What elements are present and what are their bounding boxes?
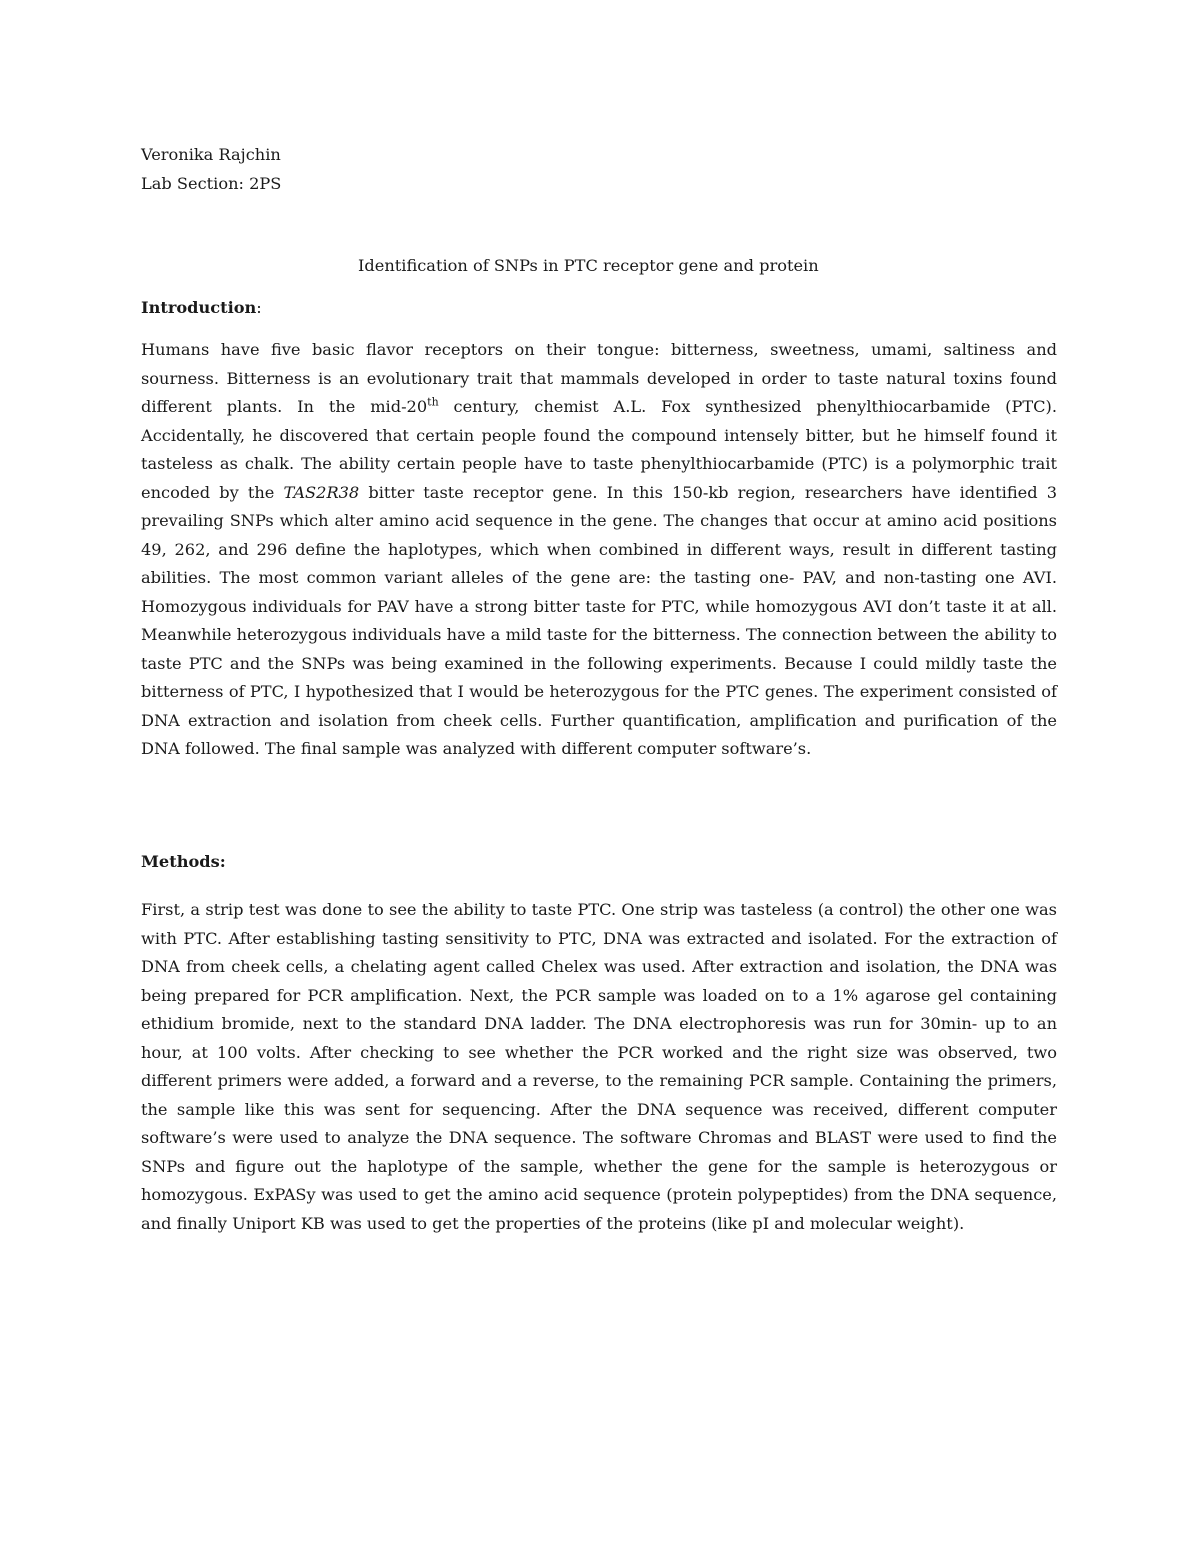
intro-text-part-1: Humans have five basic flavor receptors on their tongue: bitterness, sweetness, umami, saltiness and sourness. Bitterness is an evolutionary trait that mammals developed in order to taste natural toxins found different plants. In the mid-20 [141, 340, 1057, 416]
intro-text-part-2: century, chemist A.L. Fox synthesized phenylthiocarbamide (PTC). Accidentally, he discovered that certain people found the compound intensely bitter, but he himself found it tasteless as chalk. The ability certain people have to taste phenylthiocarbamide (PTC) is a polymorphic trait encoded by the [141, 397, 1058, 502]
methods-heading: Methods: [141, 852, 226, 871]
introduction-heading-text: Introduction [141, 298, 257, 317]
intro-text-part-3: bitter taste receptor gene. In this 150-kb region, researchers have identified 3 prevailing SNPs which alter amino acid sequence in the gene. The changes that occur at amino acid positions 49, 262, and 296 define the haplotypes, which when combined in different ways, result in different tasting abilities. The most common variant alleles of the gene are: the tasting one- PAV, and non-tasting one AVI. Homozygous individuals for PAV have a strong bitter taste for PTC, while homozygous AVI don’t taste it at all. Meanwhile heterozygous individuals have a mild taste for the bitterness. The connection between the ability to taste PTC and the SNPs was being examined in the following experiments. Because I could mildly taste the bitterness of PTC, I hypothesized that I would be heterozygous for the PTC genes. The experiment consisted of DNA extraction and isolation from cheek cells. Further quantification, amplification and purification of the DNA followed. The final sample was analyzed with different computer software’s. [141, 482, 1057, 758]
author-name: Veronika Rajchin [141, 145, 281, 164]
author-block [141, 141, 1057, 198]
ordinal-superscript: th [427, 395, 439, 409]
introduction-heading [141, 294, 262, 323]
introduction-heading-colon: : [256, 298, 262, 317]
introduction-paragraph [141, 336, 1057, 764]
lab-section: Lab Section: 2PS [141, 173, 282, 193]
gene-name: TAS2R38 [283, 482, 360, 502]
methods-paragraph: First, a strip test was done to see the ability to taste PTC. One strip was tasteless (a control) the other one was with PTC. After establishing tasting sensitivity to PTC, DNA was extracted and isolated. For the extraction of DNA from cheek cells, a chelating agent called Chelex was used. After extraction and isolation, the DNA was being prepared for PCR amplification. Next, the PCR sample was loaded on to a 1% agarose gel containing ethidium bromide, next to the standard DNA ladder. The DNA electrophoresis was run for 30min- up to an hour, at 100 volts. After checking to see whether the PCR worked and the right size was observed, two different primers were added, a forward and a reverse, to the remaining PCR sample. Containing the primers, the sample like this was sent for sequencing. After the DNA sequence was received, different computer software’s were used to analyze the DNA sequence. The software Chromas and BLAST were used to find the SNPs and figure out the haplotype of the sample, whether the gene for the sample is heterozygous or homozygous. ExPASy was used to get the amino acid sequence (protein polypeptides) from the DNA sequence, and finally Uniport KB was used to get the properties of the proteins (like pI and molecular weight). [141, 900, 1057, 1233]
document-title: Identification of SNPs in PTC receptor gene and protein [358, 256, 819, 275]
